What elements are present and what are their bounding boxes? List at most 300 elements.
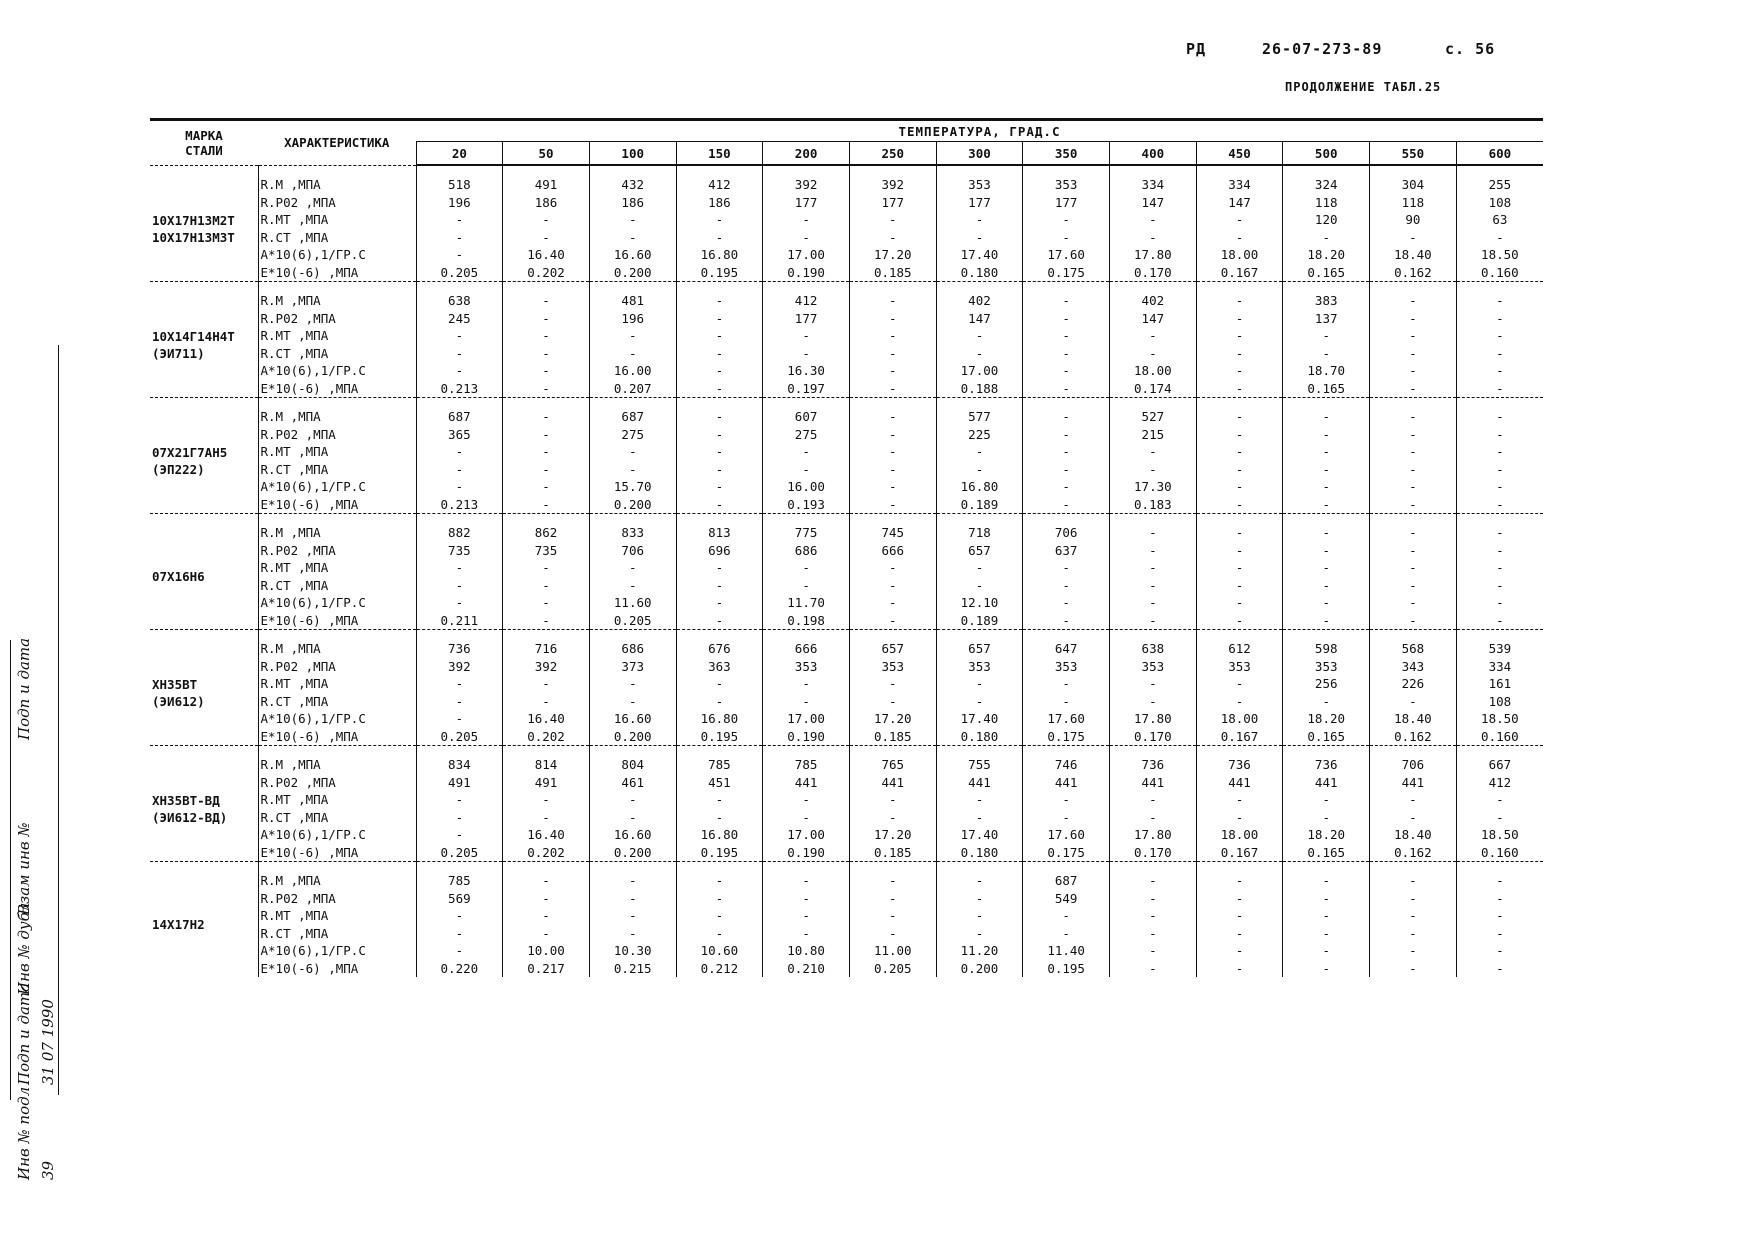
value-cell: 392	[763, 176, 850, 194]
value-cell: 0.200	[589, 728, 676, 746]
value-cell: -	[1456, 292, 1543, 310]
value-cell: -	[1196, 327, 1283, 345]
value-cell: -	[503, 461, 590, 479]
value-cell: -	[1196, 408, 1283, 426]
value-cell: -	[503, 809, 590, 827]
value-cell: 334	[1110, 176, 1197, 194]
value-cell: 0.185	[849, 844, 936, 862]
value-cell: -	[416, 246, 503, 264]
value-cell: -	[1370, 872, 1457, 890]
grade-header-line1: МАРКА	[185, 127, 223, 143]
value-cell: -	[1456, 594, 1543, 612]
value-cell: -	[1283, 408, 1370, 426]
value-cell: 0.200	[589, 844, 676, 862]
value-cell: 412	[676, 176, 763, 194]
value-cell: -	[676, 327, 763, 345]
value-cell: -	[676, 809, 763, 827]
value-cell: -	[849, 559, 936, 577]
separator-cell	[1456, 514, 1543, 525]
value-cell: -	[763, 443, 850, 461]
value-cell: 0.202	[503, 264, 590, 282]
separator-cell	[1456, 398, 1543, 409]
value-cell: -	[1110, 229, 1197, 247]
value-cell: -	[503, 292, 590, 310]
value-cell: -	[1110, 461, 1197, 479]
value-cell: 11.00	[849, 942, 936, 960]
value-cell: -	[416, 809, 503, 827]
value-cell: 0.185	[849, 264, 936, 282]
value-cell: -	[1456, 559, 1543, 577]
value-cell: 177	[763, 310, 850, 328]
characteristic-label: А*10(6),1/ГР.С	[258, 710, 416, 728]
value-cell: 17.00	[936, 362, 1023, 380]
table-row	[150, 826, 1543, 844]
value-cell: -	[1283, 443, 1370, 461]
separator-cell	[258, 398, 416, 409]
value-cell: 441	[849, 774, 936, 792]
separator-cell	[503, 398, 590, 409]
value-cell: 432	[589, 176, 676, 194]
value-cell: 245	[416, 310, 503, 328]
value-cell: -	[1196, 292, 1283, 310]
value-cell: -	[1023, 426, 1110, 444]
characteristic-label: R.М ,МПА	[258, 292, 416, 310]
value-cell: -	[849, 211, 936, 229]
value-cell: -	[1196, 345, 1283, 363]
characteristic-label: R.СТ ,МПА	[258, 809, 416, 827]
side-stamp	[10, 637, 71, 1180]
value-cell: -	[1456, 345, 1543, 363]
characteristic-label: R.МТ ,МПА	[258, 559, 416, 577]
separator-cell	[1023, 630, 1110, 641]
characteristic-label: Е*10(-6) ,МПА	[258, 844, 416, 862]
value-cell: -	[1283, 229, 1370, 247]
table-row	[150, 408, 1543, 426]
value-cell: 0.174	[1110, 380, 1197, 398]
value-cell: -	[1196, 443, 1283, 461]
properties-table	[150, 118, 1543, 977]
table-row	[150, 658, 1543, 676]
value-cell: 451	[676, 774, 763, 792]
value-cell: -	[503, 791, 590, 809]
value-cell: 11.70	[763, 594, 850, 612]
value-cell: -	[1110, 577, 1197, 595]
value-cell: 225	[936, 426, 1023, 444]
separator-cell	[763, 514, 850, 525]
value-cell: -	[1370, 478, 1457, 496]
value-cell: 637	[1023, 542, 1110, 560]
value-cell: -	[416, 327, 503, 345]
separator-cell	[416, 630, 503, 641]
separator-cell	[1456, 630, 1543, 641]
value-cell: -	[1456, 524, 1543, 542]
temp-header-50: 50	[503, 142, 590, 166]
separator-cell	[589, 746, 676, 757]
value-cell: -	[503, 675, 590, 693]
steel-grade	[150, 176, 258, 282]
value-cell: -	[1456, 960, 1543, 978]
value-cell: -	[1370, 594, 1457, 612]
value-cell: 0.170	[1110, 844, 1197, 862]
value-cell: -	[936, 345, 1023, 363]
value-cell: 0.170	[1110, 264, 1197, 282]
separator-cell	[1196, 514, 1283, 525]
value-cell: 834	[416, 756, 503, 774]
characteristic-label: R.СТ ,МПА	[258, 693, 416, 711]
value-cell: -	[416, 675, 503, 693]
value-cell: 441	[936, 774, 1023, 792]
value-cell: 177	[849, 194, 936, 212]
value-cell: -	[589, 925, 676, 943]
value-cell: -	[416, 577, 503, 595]
separator-cell	[1456, 862, 1543, 873]
value-cell: 177	[936, 194, 1023, 212]
value-cell: 324	[1283, 176, 1370, 194]
value-cell: 0.198	[763, 612, 850, 630]
value-cell: 147	[1110, 194, 1197, 212]
value-cell: -	[503, 408, 590, 426]
table-row	[150, 310, 1543, 328]
steel-grade-line: (ЭИ612-ВД)	[152, 809, 228, 825]
steel-grade	[150, 524, 258, 630]
separator-cell	[1110, 514, 1197, 525]
steel-grade	[150, 408, 258, 514]
stamp-label: Подп и дата	[15, 982, 33, 1085]
value-cell: -	[1370, 524, 1457, 542]
steel-grade-line: 07Х21Г7АН5	[152, 444, 228, 460]
value-cell: -	[503, 693, 590, 711]
value-cell: -	[1370, 327, 1457, 345]
value-cell: -	[589, 559, 676, 577]
value-cell: 441	[1196, 774, 1283, 792]
steel-grade	[150, 292, 258, 398]
separator-cell	[150, 862, 258, 873]
table-row	[150, 211, 1543, 229]
separator-cell	[1023, 282, 1110, 293]
value-cell: -	[503, 925, 590, 943]
value-cell: 785	[763, 756, 850, 774]
grade-column-header	[150, 120, 258, 166]
value-cell: -	[416, 362, 503, 380]
value-cell: 657	[849, 640, 936, 658]
value-cell: 17.30	[1110, 478, 1197, 496]
separator-cell	[416, 165, 503, 176]
separator-cell	[1110, 165, 1197, 176]
value-cell: 706	[589, 542, 676, 560]
value-cell: -	[1196, 310, 1283, 328]
value-cell: -	[936, 211, 1023, 229]
value-cell: 0.175	[1023, 844, 1110, 862]
value-cell: 638	[1110, 640, 1197, 658]
value-cell: -	[416, 229, 503, 247]
value-cell: 17.80	[1110, 710, 1197, 728]
value-cell: -	[1110, 524, 1197, 542]
value-cell: 0.160	[1456, 844, 1543, 862]
temp-header-400: 400	[1110, 142, 1197, 166]
value-cell: 0.213	[416, 496, 503, 514]
characteristic-label: Е*10(-6) ,МПА	[258, 380, 416, 398]
value-cell: 0.190	[763, 728, 850, 746]
value-cell: -	[849, 327, 936, 345]
value-cell: -	[1283, 693, 1370, 711]
temp-header-600: 600	[1456, 142, 1543, 166]
value-cell: -	[503, 872, 590, 890]
stamp-label: 31 07 1990	[39, 999, 57, 1085]
value-cell: 0.190	[763, 844, 850, 862]
value-cell: 775	[763, 524, 850, 542]
characteristic-label: R.МТ ,МПА	[258, 211, 416, 229]
separator-cell	[849, 862, 936, 873]
steel-grade-line: 10Х17Н13М2Т	[152, 212, 235, 228]
separator-cell	[1196, 282, 1283, 293]
steel-grade-line: ХН35ВТ	[152, 676, 198, 692]
value-cell: -	[763, 907, 850, 925]
value-cell: 18.50	[1456, 826, 1543, 844]
value-cell: 785	[676, 756, 763, 774]
separator-cell	[503, 282, 590, 293]
value-cell: 304	[1370, 176, 1457, 194]
value-cell: 0.200	[589, 264, 676, 282]
table-row	[150, 577, 1543, 595]
separator-cell	[503, 514, 590, 525]
value-cell: -	[416, 942, 503, 960]
separator-cell	[676, 630, 763, 641]
separator-cell	[676, 165, 763, 176]
value-cell: 491	[503, 774, 590, 792]
value-cell: 402	[936, 292, 1023, 310]
value-cell: -	[416, 345, 503, 363]
separator-cell	[1283, 746, 1370, 757]
value-cell: 16.60	[589, 246, 676, 264]
value-cell: 718	[936, 524, 1023, 542]
separator-cell	[589, 398, 676, 409]
value-cell: 353	[1023, 658, 1110, 676]
value-cell: 17.00	[763, 826, 850, 844]
separator-cell	[1110, 398, 1197, 409]
value-cell: -	[1456, 362, 1543, 380]
value-cell: -	[1196, 211, 1283, 229]
value-cell: -	[503, 890, 590, 908]
value-cell: 527	[1110, 408, 1197, 426]
table-row	[150, 756, 1543, 774]
value-cell: 0.220	[416, 960, 503, 978]
value-cell: -	[589, 461, 676, 479]
value-cell: 161	[1456, 675, 1543, 693]
value-cell: -	[1196, 542, 1283, 560]
value-cell: -	[416, 461, 503, 479]
value-cell: -	[503, 229, 590, 247]
separator-cell	[1283, 514, 1370, 525]
value-cell: -	[416, 693, 503, 711]
separator-cell	[936, 746, 1023, 757]
value-cell: -	[1023, 461, 1110, 479]
value-cell: -	[1196, 791, 1283, 809]
separator-cell	[503, 165, 590, 176]
value-cell: -	[849, 478, 936, 496]
value-cell: -	[1456, 809, 1543, 827]
value-cell: -	[589, 890, 676, 908]
value-cell: 0.202	[503, 844, 590, 862]
value-cell: 736	[1283, 756, 1370, 774]
value-cell: 255	[1456, 176, 1543, 194]
value-cell: -	[1370, 925, 1457, 943]
value-cell: 17.20	[849, 826, 936, 844]
value-cell: 0.210	[763, 960, 850, 978]
value-cell: 0.175	[1023, 264, 1110, 282]
value-cell: 18.40	[1370, 826, 1457, 844]
value-cell: 0.195	[676, 844, 763, 862]
value-cell: 0.202	[503, 728, 590, 746]
value-cell: -	[676, 791, 763, 809]
value-cell: -	[589, 809, 676, 827]
value-cell: 353	[936, 658, 1023, 676]
separator-cell	[258, 630, 416, 641]
value-cell: 383	[1283, 292, 1370, 310]
table-row	[150, 229, 1543, 247]
separator-cell	[849, 398, 936, 409]
value-cell: 18.00	[1196, 710, 1283, 728]
doc-number: 26-07-273-89	[1262, 40, 1383, 58]
value-cell: -	[676, 675, 763, 693]
value-cell: -	[1456, 612, 1543, 630]
table-row	[150, 542, 1543, 560]
value-cell: -	[849, 612, 936, 630]
value-cell: 353	[1023, 176, 1110, 194]
value-cell: -	[936, 675, 1023, 693]
value-cell: -	[1456, 408, 1543, 426]
value-cell: 441	[1023, 774, 1110, 792]
value-cell: 676	[676, 640, 763, 658]
separator-cell	[150, 746, 258, 757]
separator-cell	[1196, 862, 1283, 873]
value-cell: -	[1370, 612, 1457, 630]
value-cell: -	[1370, 461, 1457, 479]
separator-cell	[1456, 165, 1543, 176]
value-cell: 862	[503, 524, 590, 542]
value-cell: -	[1023, 612, 1110, 630]
value-cell: -	[1196, 362, 1283, 380]
separator-cell	[416, 282, 503, 293]
separator-cell	[763, 746, 850, 757]
value-cell: -	[589, 211, 676, 229]
value-cell: -	[1283, 461, 1370, 479]
value-cell: -	[1370, 310, 1457, 328]
value-cell: -	[676, 907, 763, 925]
characteristic-label: R.М ,МПА	[258, 872, 416, 890]
value-cell: 638	[416, 292, 503, 310]
separator-cell	[589, 862, 676, 873]
value-cell: -	[849, 408, 936, 426]
value-cell: 736	[416, 640, 503, 658]
value-cell: -	[1283, 872, 1370, 890]
table-row	[150, 426, 1543, 444]
value-cell: 16.80	[676, 246, 763, 264]
value-cell: 0.200	[589, 496, 676, 514]
value-cell: 735	[416, 542, 503, 560]
value-cell: 706	[1370, 756, 1457, 774]
value-cell: -	[849, 362, 936, 380]
value-cell: 108	[1456, 194, 1543, 212]
value-cell: -	[849, 496, 936, 514]
characteristic-label: R.СТ ,МПА	[258, 925, 416, 943]
value-cell: -	[416, 559, 503, 577]
page-number: с. 56	[1445, 40, 1496, 58]
value-cell: 804	[589, 756, 676, 774]
value-cell: 353	[1110, 658, 1197, 676]
value-cell: -	[1370, 292, 1457, 310]
value-cell: -	[1283, 496, 1370, 514]
characteristic-label: R.Р02 ,МПА	[258, 890, 416, 908]
value-cell: 118	[1283, 194, 1370, 212]
value-cell: -	[1110, 907, 1197, 925]
value-cell: 706	[1023, 524, 1110, 542]
value-cell: -	[676, 594, 763, 612]
value-cell: -	[1196, 612, 1283, 630]
value-cell: 392	[416, 658, 503, 676]
value-cell: -	[676, 443, 763, 461]
value-cell: 814	[503, 756, 590, 774]
separator-cell	[849, 282, 936, 293]
value-cell: 0.197	[763, 380, 850, 398]
doc-prefix: РД	[1186, 40, 1207, 58]
value-cell: 0.213	[416, 380, 503, 398]
table-row	[150, 942, 1543, 960]
value-cell: 765	[849, 756, 936, 774]
separator-cell	[1370, 282, 1457, 293]
value-cell: -	[1283, 612, 1370, 630]
value-cell: 17.40	[936, 710, 1023, 728]
separator-cell	[1110, 630, 1197, 641]
value-cell: 392	[849, 176, 936, 194]
value-cell: -	[1196, 577, 1283, 595]
value-cell: -	[1110, 872, 1197, 890]
value-cell: -	[503, 345, 590, 363]
value-cell: -	[849, 809, 936, 827]
value-cell: 0.200	[936, 960, 1023, 978]
value-cell: -	[936, 907, 1023, 925]
separator-cell	[1283, 862, 1370, 873]
value-cell: 196	[589, 310, 676, 328]
value-cell: 0.195	[676, 728, 763, 746]
value-cell: 10.60	[676, 942, 763, 960]
value-cell: 687	[1023, 872, 1110, 890]
value-cell: -	[416, 594, 503, 612]
characteristic-label: R.Р02 ,МПА	[258, 426, 416, 444]
value-cell: 0.165	[1283, 728, 1370, 746]
value-cell: -	[849, 426, 936, 444]
value-cell: -	[676, 693, 763, 711]
value-cell: -	[1110, 327, 1197, 345]
value-cell: -	[1196, 809, 1283, 827]
table-row	[150, 524, 1543, 542]
value-cell: 833	[589, 524, 676, 542]
value-cell: -	[1283, 942, 1370, 960]
value-cell: -	[849, 310, 936, 328]
steel-grade-line: 14Х17Н2	[152, 917, 205, 932]
separator-cell	[1196, 165, 1283, 176]
separator-cell	[676, 514, 763, 525]
value-cell: -	[936, 925, 1023, 943]
value-cell: -	[936, 693, 1023, 711]
value-cell: 17.20	[849, 710, 936, 728]
value-cell: -	[1196, 380, 1283, 398]
value-cell: -	[1283, 524, 1370, 542]
value-cell: -	[503, 380, 590, 398]
value-cell: 0.167	[1196, 728, 1283, 746]
value-cell: 16.00	[589, 362, 676, 380]
value-cell: -	[849, 594, 936, 612]
separator-cell	[936, 862, 1023, 873]
